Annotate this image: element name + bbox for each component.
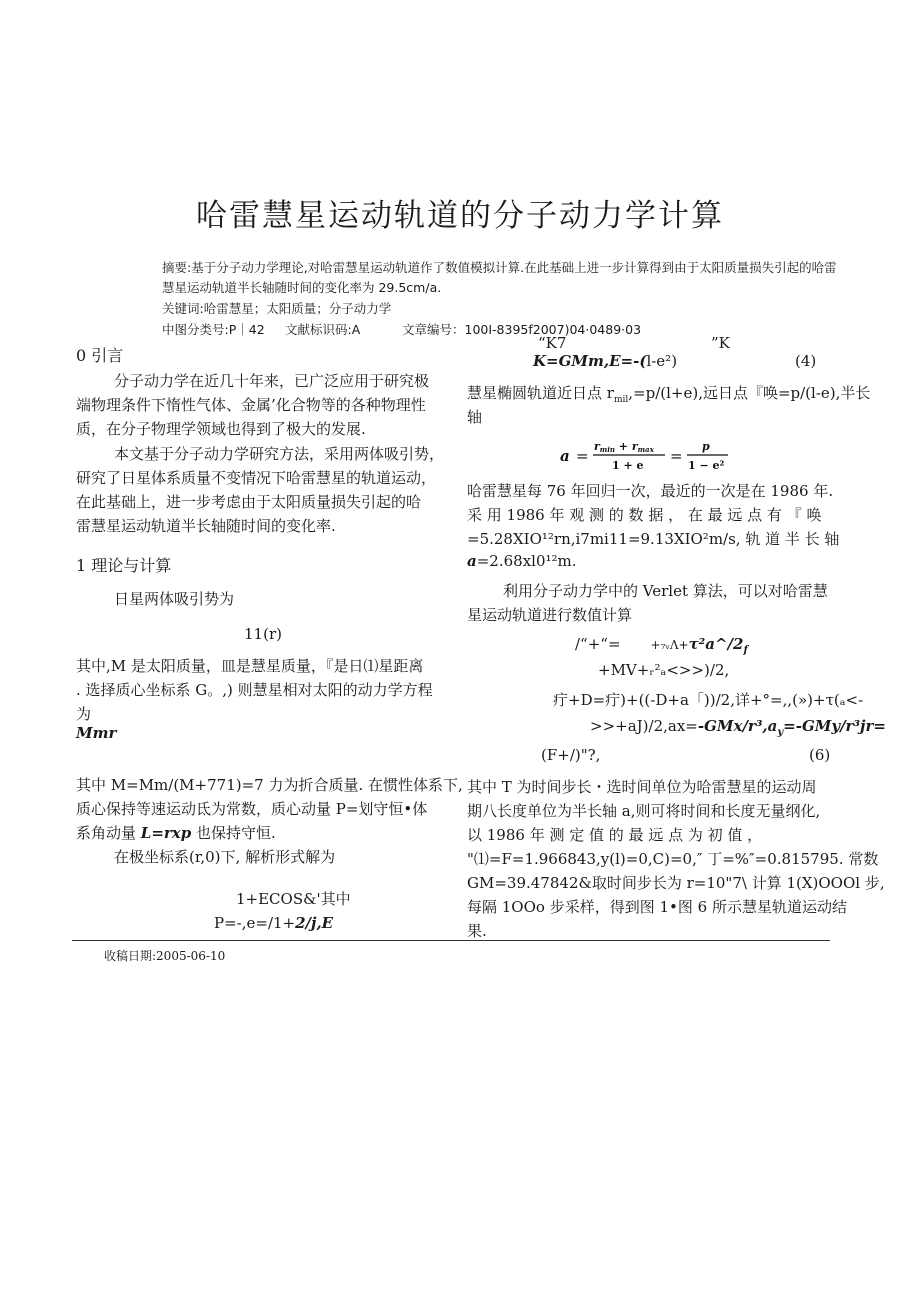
article-number: 文章编号：100I-8395f2007)04·0489·03 bbox=[402, 322, 642, 337]
verlet-eq-2: +MV+ᵣ²ₐ<>>)/2, bbox=[598, 661, 730, 679]
verlet-eq-5: (F+/)"?, bbox=[541, 746, 601, 764]
equation-number-4: (4) bbox=[795, 352, 817, 370]
equation-4 bbox=[533, 352, 677, 370]
verlet-eq-1c: τ²a^/2 bbox=[688, 635, 744, 653]
right-paragraph-1: 轴 bbox=[467, 408, 483, 426]
equation-3b-bold: 2/j,E bbox=[295, 914, 334, 932]
verlet-eq-3: 疔+D=疔)+((-D+a「))/2,详+°=,,(»)+τ(ₐ<- bbox=[553, 691, 864, 709]
section-0-heading: 0 引言 bbox=[76, 346, 124, 365]
top-fragment: ”K bbox=[711, 334, 730, 352]
right-paragraph-1 bbox=[467, 382, 870, 405]
verlet-eq-4a: >>+aJ)/2,ax= bbox=[590, 717, 698, 735]
left-paragraph-4: 其中,M 是太阳质量，皿是慧星质量，『是日⑴星距离 bbox=[76, 657, 424, 675]
equation-3: 1+ECOS&'其中 bbox=[236, 890, 351, 908]
paper-title: 哈雷慧星运动轨道的分子动力学计算 bbox=[196, 198, 724, 234]
semi-major-axis-value: =2.68xl0¹²m. bbox=[476, 552, 577, 570]
left-paragraph-2: 本文基于分子动力学研究方法，采用两体吸引势， bbox=[114, 445, 445, 463]
left-paragraph-1: 端物理条件下惰性气体、金属’化合物等的各种物理性 bbox=[76, 396, 426, 414]
verlet-eq-4b: -GMx/r³,a bbox=[697, 717, 778, 735]
left-paragraph-2: 研究了日星体系质量不变情况下哈雷慧星的轨道运动， bbox=[76, 469, 437, 487]
right-paragraph-2 bbox=[467, 552, 577, 570]
right-paragraph-4: 果. bbox=[467, 922, 487, 940]
right-paragraph-2: =5.28XIO¹²rn,i7mi11=9.13XIO²m/s, 轨 道 半 长 轴 bbox=[467, 530, 840, 548]
left-paragraph-5: 质心保持等速运动氐为常数，质心动量 P=划守恒•体 bbox=[76, 800, 428, 818]
svg-text:=: = bbox=[670, 447, 683, 465]
right-paragraph-2: 哈雷慧星每 76 年回归一次，最近的一次是在 1986 年. bbox=[467, 482, 834, 500]
abstract-line-2: 慧星运动轨道半长轴随时间的变化率为 29.5cm/a. bbox=[162, 280, 442, 295]
equation-4-bold: K=GMm,E=-( bbox=[533, 352, 647, 370]
verlet-eq-1b: +₇ᵥΛ+ bbox=[650, 638, 689, 652]
svg-text:p: p bbox=[702, 440, 710, 453]
keywords: 关键词:哈雷慧星；太阳质量；分子动力学 bbox=[162, 301, 392, 316]
right-paragraph-3: 星运动轨道进行数值计算 bbox=[467, 606, 633, 624]
document-code: 文献标识码:A bbox=[285, 322, 361, 337]
svg-text:a: a bbox=[560, 447, 570, 465]
verlet-eq-4c: y bbox=[777, 727, 784, 738]
angular-momentum-formula: L=rxp bbox=[140, 824, 192, 842]
clc-number: 中图分类号:P｜42 bbox=[162, 322, 265, 337]
right-paragraph-4: 其中 T 为时间步长・选时间单位为哈雷慧星的运动周 bbox=[467, 778, 817, 796]
perihelion-text-2: ,=p/(l+e),远日点『唤=p/(l-e),半长 bbox=[628, 384, 871, 402]
right-paragraph-3: 利用分子动力学中的 Verlet 算法，可以对哈雷慧 bbox=[503, 582, 828, 600]
equation-number-6: (6) bbox=[809, 746, 831, 764]
left-paragraph-2: 在此基础上，进一步考虑由于太阳质量损失引起的哈 bbox=[76, 493, 422, 511]
verlet-eq-1a: /“+“= bbox=[575, 635, 621, 653]
verlet-eq-1 bbox=[575, 635, 748, 656]
abstract-line-1: 摘要:基于分子动力学理论,对哈雷慧星运动轨道作了数值模拟计算.在此基础上进一步计算得到由于太阳质量损失引起的哈雷 bbox=[162, 260, 837, 275]
svg-text:1 − e²: 1 − e² bbox=[688, 459, 725, 472]
right-paragraph-4: 以 1986 年 测 定 值 的 最 远 点 为 初 值 ， bbox=[467, 826, 763, 844]
right-paragraph-2: 采 用 1986 年 观 测 的 数 据 ， 在 最 远 点 有 『 唤 bbox=[467, 506, 822, 524]
left-paragraph-2: 雷慧星运动轨道半长轴随时间的变化率. bbox=[76, 517, 336, 535]
svg-text:rmin + rmax: rmin + rmax bbox=[594, 440, 654, 454]
top-fragment: “K7 bbox=[538, 334, 567, 352]
left-paragraph-4: 为 bbox=[76, 705, 92, 723]
perihelion-subscript: mil bbox=[613, 395, 629, 405]
left-paragraph-1: 质，在分子物理学领域也得到了极大的发展. bbox=[76, 420, 366, 438]
svg-text:=: = bbox=[576, 447, 589, 465]
right-paragraph-4: GM=39.47842&取时间步长为 r=10"7\ 计算 1(X)OOOl 步, bbox=[467, 874, 885, 892]
angular-momentum-text: 系角动量 bbox=[76, 824, 141, 842]
svg-text:1 + e: 1 + e bbox=[612, 459, 644, 472]
footnote-divider bbox=[72, 940, 830, 941]
section-1-heading: 1 理论与计算 bbox=[76, 556, 172, 575]
left-paragraph-5 bbox=[76, 822, 276, 843]
right-paragraph-4: "⑴=F=1.966843,y(l)=0,C)=0,″ 丁=%″=0.815795. 常数 bbox=[467, 850, 879, 868]
equation-3b-text: P=-,e=/1+ bbox=[214, 914, 296, 932]
equation-1: 11(r) bbox=[244, 625, 282, 643]
right-paragraph-4: 每隔 1OOo 步采样，得到图 1•图 6 所示慧星轨道运动结 bbox=[467, 898, 847, 916]
received-date-footnote: 收稿日期:2005-06-10 bbox=[104, 949, 226, 963]
verlet-eq-1d: f bbox=[743, 645, 748, 656]
left-paragraph-6: 在极坐标系(r,0)下, 解析形式解为 bbox=[114, 848, 336, 866]
equation-3b bbox=[214, 914, 333, 932]
equation-2: Mmr bbox=[76, 724, 117, 742]
left-paragraph-5: 其中 M=Mm/(M+771)=7 力为折合质量. 在惯性体系下, bbox=[76, 776, 463, 794]
left-paragraph-4: . 选择质心坐标系 G。,) 则慧星相对太阳的动力学方程 bbox=[76, 681, 433, 699]
perihelion-text: 慧星椭圆轨道近日点 r bbox=[467, 384, 614, 402]
verlet-eq-4 bbox=[590, 717, 886, 738]
angular-momentum-text: 也保持守恒. bbox=[191, 824, 276, 842]
semi-major-axis-formula-image bbox=[560, 438, 735, 474]
semi-major-axis-symbol: a bbox=[467, 552, 477, 570]
equation-4-tail: l-e²) bbox=[646, 352, 678, 370]
left-paragraph-3: 日星两体吸引势为 bbox=[114, 590, 235, 608]
right-paragraph-4: 期八长度单位为半长轴 a,则可将时间和长度无量纲化, bbox=[467, 802, 821, 820]
left-paragraph-1: 分子动力学在近几十年来，已广泛应用于研究极 bbox=[114, 372, 430, 390]
verlet-eq-4d: =-GMy/r³jr= bbox=[783, 717, 886, 735]
